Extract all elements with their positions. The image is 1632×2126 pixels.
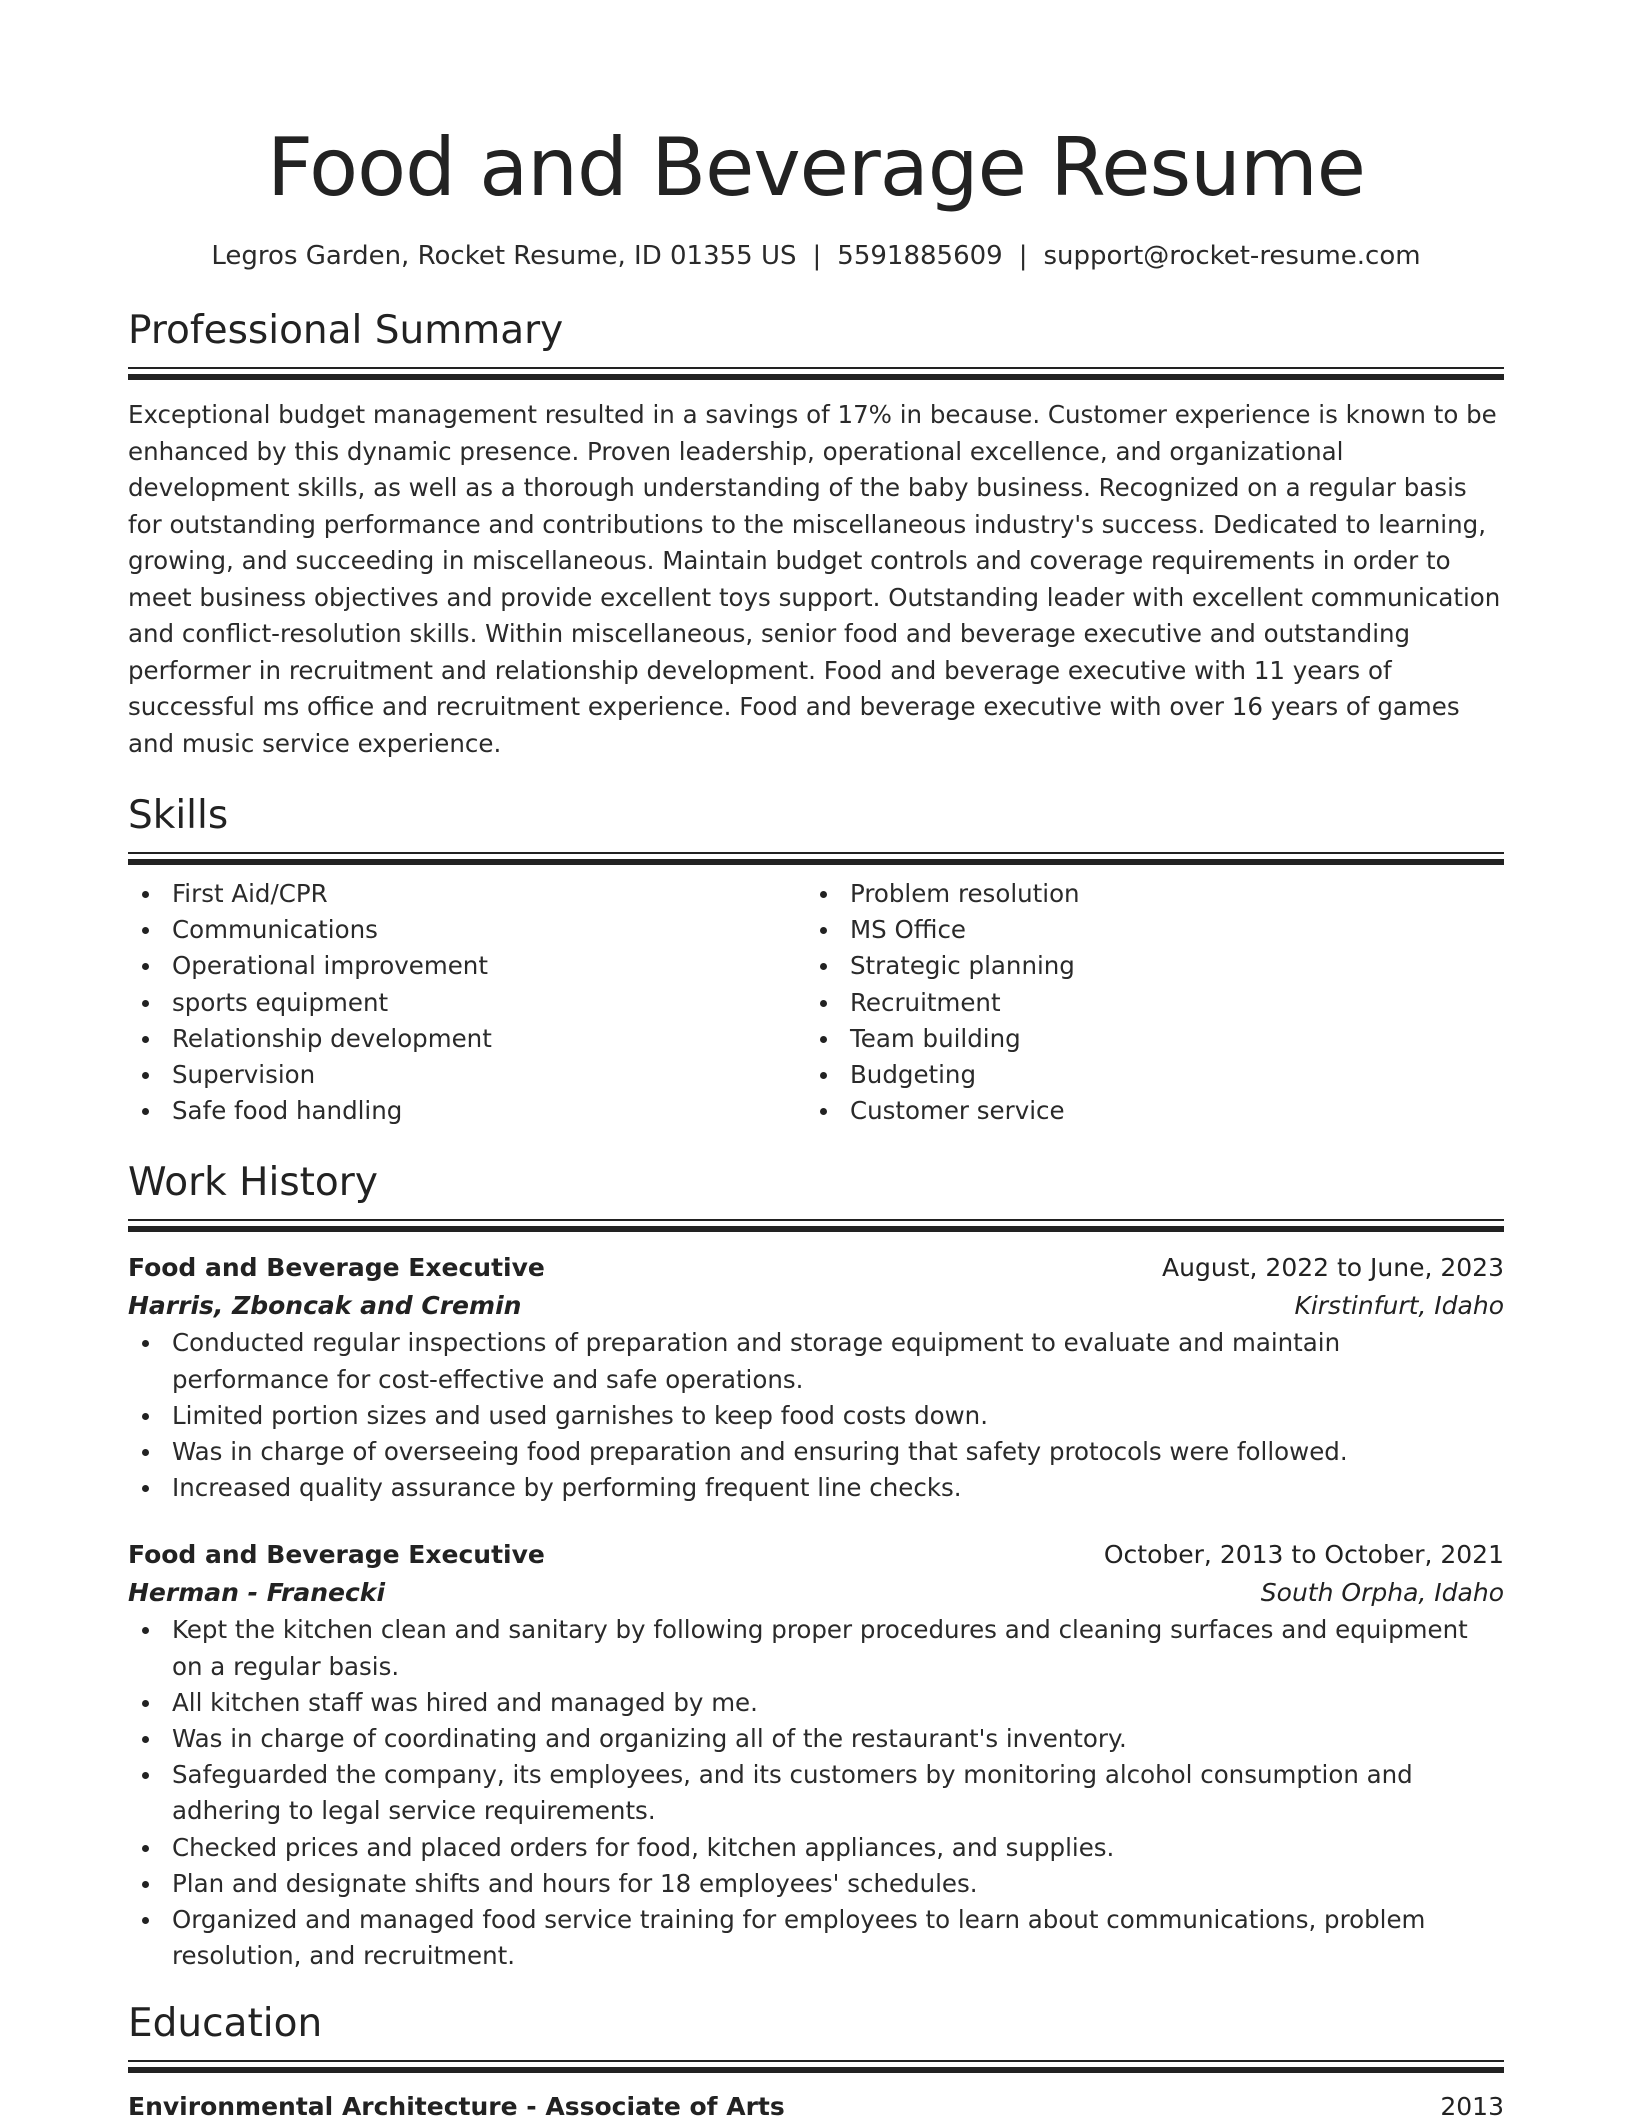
contact-line [128, 238, 1504, 274]
job-bullets [128, 1325, 1504, 1506]
job-bullet: Was in charge of coordinating and organizing all of the restaurant's inventory. [128, 1721, 1504, 1757]
section-heading-work: Work History [128, 1160, 378, 1206]
contact-separator: | [812, 241, 822, 271]
job-dates: October, 2013 to October, 2021 [1103, 1540, 1504, 1570]
skills-column-left [128, 876, 806, 1129]
skill-item: Safe food handling [128, 1093, 806, 1129]
contact-email: support@rocket-resume.com [1043, 241, 1421, 271]
work-section [128, 1157, 1504, 1974]
education-year: 2013 [1440, 2092, 1504, 2122]
job-title: Food and Beverage Executive [128, 1540, 545, 1570]
skill-item: Customer service [806, 1093, 1484, 1129]
education-section [128, 1998, 1504, 2126]
education-degree: Environmental Architecture - Associate of Arts [128, 2092, 785, 2122]
job-title: Food and Beverage Executive [128, 1253, 545, 1283]
section-divider [128, 367, 1504, 381]
resume-title: Food and Beverage Resume [267, 121, 1365, 214]
job-entry [128, 1536, 1504, 1974]
skills-section [128, 790, 1504, 1129]
job-bullet: Kept the kitchen clean and sanitary by following proper procedures and cleaning surfaces and equipment on a regular basis. [128, 1612, 1504, 1684]
job-header [128, 1249, 1504, 1287]
job-location: Kirstinfurt, Idaho [1294, 1291, 1504, 1321]
skill-item: Supervision [128, 1057, 806, 1093]
education-row [128, 2088, 1504, 2126]
skills-grid [128, 876, 1504, 1129]
job-subheader [128, 1574, 1504, 1612]
job-bullet: Plan and designate shifts and hours for 18 employees' schedules. [128, 1866, 1504, 1902]
section-heading-skills: Skills [128, 793, 229, 838]
contact-separator: | [1018, 241, 1028, 271]
job-bullet: Safeguarded the company, its employees, and its customers by monitoring alcohol consumption and adhering to legal service requirements. [128, 1757, 1504, 1829]
skill-item: Budgeting [806, 1057, 1484, 1093]
job-company: Harris, Zboncak and Cremin [128, 1291, 522, 1321]
summary-section [128, 305, 1504, 762]
job-entry [128, 1249, 1504, 1506]
job-bullet: Conducted regular inspections of preparation and storage equipment to evaluate and maintain performance for cost-effective and safe operations. [128, 1325, 1504, 1397]
job-bullet: Limited portion sizes and used garnishes to keep food costs down. [128, 1398, 1504, 1434]
contact-address: Legros Garden, Rocket Resume, ID 01355 US [211, 241, 797, 271]
skill-item: Operational improvement [128, 948, 806, 984]
job-company: Herman - Franecki [128, 1578, 386, 1608]
section-heading-education: Education [128, 2001, 323, 2047]
skill-item: sports equipment [128, 985, 806, 1021]
skill-item: Communications [128, 912, 806, 948]
skill-item: Strategic planning [806, 948, 1484, 984]
summary-text: Exceptional budget management resulted in a savings of 17% in because. Customer experience is known to be enhanced by this dynamic presence. Proven leadership, operational excellence, and organizational development skills, as well as a thorough understanding of the baby business. Recognized on a regular basis for outstanding performance and contributions to the miscellaneous industry's success. Dedicated to learning, growing, and succeeding in miscellaneous. Maintain budget controls and coverage requirements in order to meet business objectives and provide excellent toys support. Outstanding leader with excellent communication and conflict-resolution skills. Within miscellaneous, senior food and beverage executive and outstanding performer in recruitment and relationship development. Food and beverage executive with 11 years of successful ms office and recruitment experience. Food and beverage executive with over 16 years of games and music service experience. [128, 400, 1501, 758]
job-subheader [128, 1287, 1504, 1325]
job-bullet: All kitchen staff was hired and managed by me. [128, 1685, 1504, 1721]
section-divider [128, 852, 1504, 866]
skill-item: First Aid/CPR [128, 876, 806, 912]
skills-column-right [806, 876, 1484, 1129]
job-location: South Orpha, Idaho [1260, 1578, 1504, 1608]
section-heading-summary: Professional Summary [128, 308, 564, 353]
job-bullet: Organized and managed food service training for employees to learn about communications, problem resolution, and recruitment. [128, 1902, 1504, 1974]
skill-item: MS Office [806, 912, 1484, 948]
resume-page [128, 0, 1504, 2126]
job-header [128, 1536, 1504, 1574]
skill-item: Relationship development [128, 1021, 806, 1057]
job-dates: August, 2022 to June, 2023 [1162, 1253, 1504, 1283]
section-divider [128, 1219, 1504, 1233]
job-bullet: Checked prices and placed orders for food, kitchen appliances, and supplies. [128, 1830, 1504, 1866]
skill-item: Problem resolution [806, 876, 1484, 912]
skill-item: Recruitment [806, 985, 1484, 1021]
section-divider [128, 2060, 1504, 2074]
job-bullet: Was in charge of overseeing food preparation and ensuring that safety protocols were followed. [128, 1434, 1504, 1470]
skill-item: Team building [806, 1021, 1484, 1057]
job-bullet: Increased quality assurance by performing frequent line checks. [128, 1470, 1504, 1506]
job-bullets [128, 1612, 1504, 1974]
contact-phone: 5591885609 [837, 241, 1003, 271]
